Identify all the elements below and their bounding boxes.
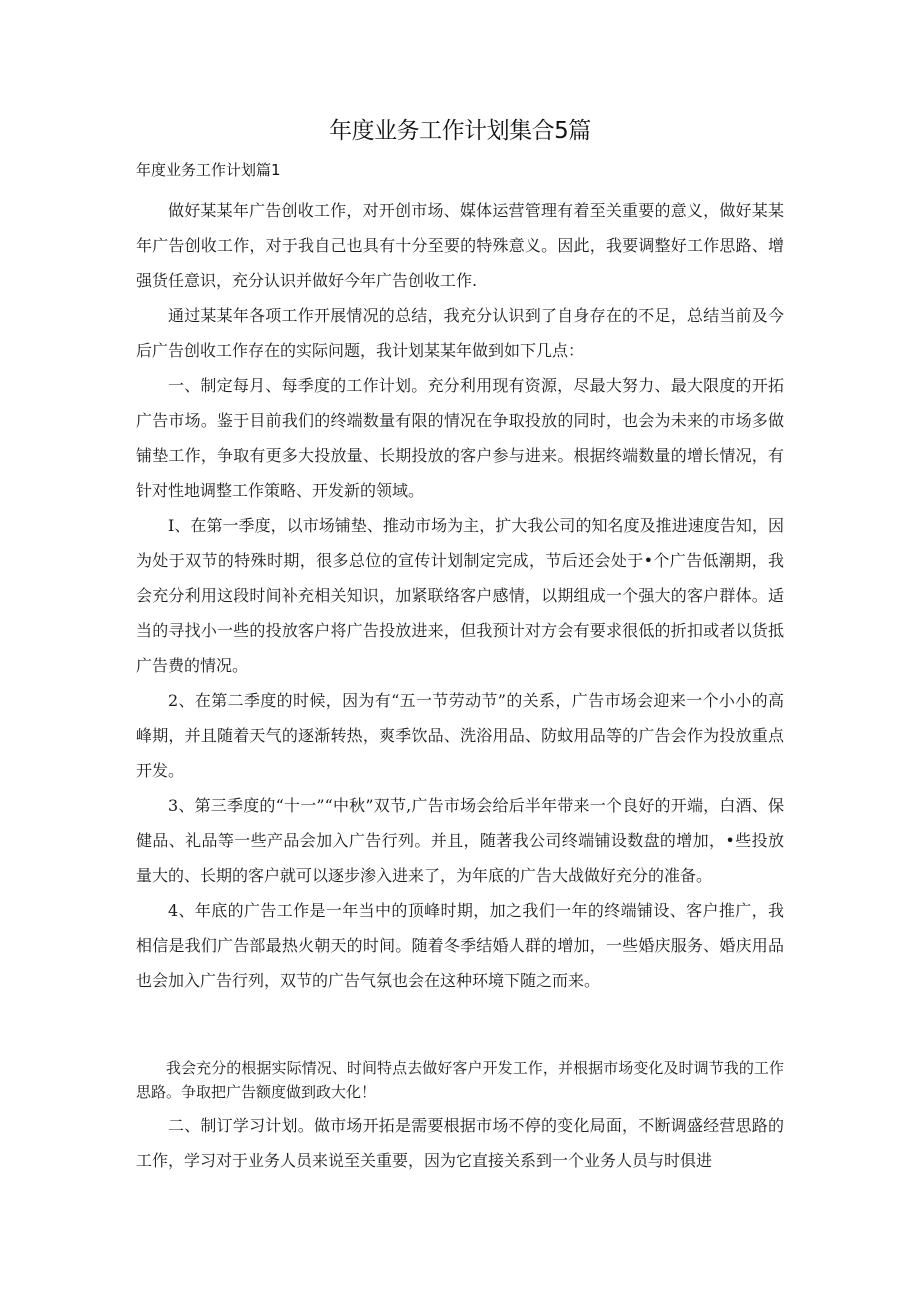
- paragraph-plan-1: 一、制定每月、每季度的工作计划。充分利用现有资源，尽最大努力、最大限度的开拓广告市场。鉴于目前我们的终端数量有限的情况在争取投放的同时，也会为未来的市场多做铺垫工作，争取有更多大投放量、长期投放的客户参与进来。根据终端数量的增长情况，有针对性地调整工作策略、开发新的领域。: [136, 376, 784, 500]
- paragraph-q2: 2、在第二季度的时候，因为有“五一节劳动节”的关系，广告市场会迎来一个小小的高峰期，并且随着天气的逐渐转热，爽季饮品、洗浴用品、防蚊用品等的广告会作为投放重点开发。: [136, 691, 784, 780]
- paragraph-q3: 3、第三季度的“十一”“中秋”双节,广告市场会给后半年带来一个良好的开端，白酒、保健品、礼品等一些产品会加入广告行列。并且，随著我公司终端铺设数盘的增加，•些投放量大的、长期的客户就可以逐步渗入进来了，为年底的广告大战做好充分的准备。: [136, 796, 784, 885]
- section-title: 年度业务工作计划篇1: [136, 161, 281, 179]
- paragraph-plan-2: 二、制订学习计划。做市场开拓是需要根据市场不停的变化局面，不断调盛经营思路的工作，学习对于业务人员来说至关重要，因为它直接关系到一个业务人员与时俱进: [136, 1116, 784, 1170]
- body-text-block-1: [136, 193, 784, 998]
- document-title: 年度业务工作计划集合5篇: [329, 118, 591, 144]
- paragraph-q1: I、在第一季度，以市场铺垫、推动市场为主，扩大我公司的知名度及推进速度告知，因为处于双节的特殊时期，很多总位的宣传计划制定完成，节后还会处于•个广告低潮期，我会充分利用这段时间补充相关知识，加紧联络客户感情，以期组成一个强大的客户群体。适当的寻找小一些的投放客户将广告投放进来，但我预计对方会有要求很低的折扣或者以货抵广告费的情况。: [136, 516, 784, 675]
- body-text-block-3: [136, 1108, 784, 1178]
- paragraph-conclusion: 我会充分的根据实际情况、时间特点去做好客户开发工作，并根据市场变化及时调节我的工作思路。争取把广告额度做到政大化！: [136, 1059, 784, 1101]
- paragraph-summary: 通过某某年各项工作开展情况的总结，我充分认识到了自身存在的不足，总结当前及今后广告创收工作存在的实际问题，我计划某某年做到如下几点：: [136, 306, 784, 360]
- body-text-block-2: [136, 1056, 784, 1104]
- paragraph-q4: 4、年底的广告工作是一年当中的顶峰时期，加之我们一年的终端铺设、客户推广，我相信是我们广告部最热火朝天的时间。随着冬季结婚人群的增加，一些婚庆服务、婚庆用品也会加入广告行列，双节的广告气氛也会在这种环境下随之而来。: [136, 901, 784, 990]
- paragraph-intro: 做好某某年广告创收工作，对开创市场、媒体运营管理有着至关重要的意义，做好某某年广告创收工作，对于我自己也具有十分至要的特殊意义。因此，我要调整好工作思路、增强货任意识，充分认识并做好今年广告创收工作.: [136, 201, 784, 290]
